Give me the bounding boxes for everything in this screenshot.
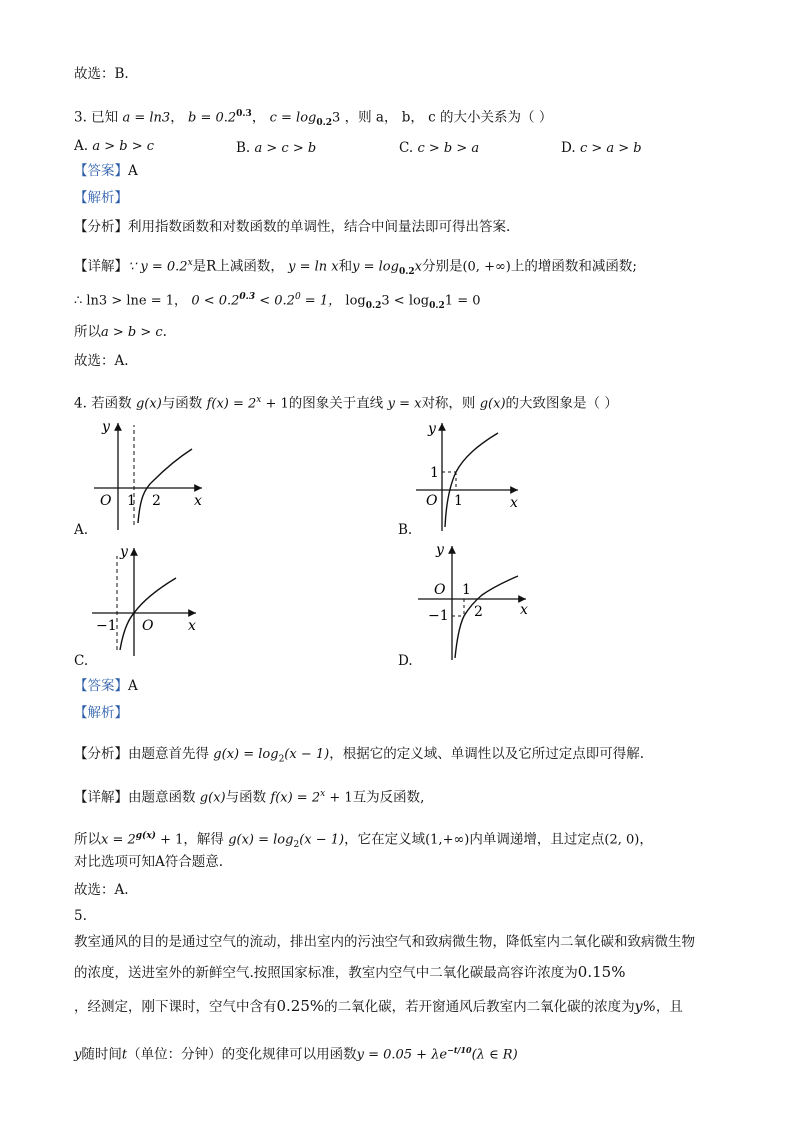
x-label: x xyxy=(520,602,528,618)
q4-tail: 的大致图象是（ ） xyxy=(505,395,618,412)
q3-detail-2 xyxy=(74,287,481,316)
q5-p4e: y = 0.05 + λe xyxy=(356,1047,448,1063)
q5-para-3 xyxy=(74,996,683,1017)
q4-figure-b-label: B. xyxy=(398,522,413,538)
q5-p3c: 的二氧化碳，若开窗通风后教室内二氧化碳的浓度为 xyxy=(324,999,635,1015)
q3-number: 3. 已知 xyxy=(74,109,119,126)
q4-d2i: ， xyxy=(639,831,653,848)
q4-d1e: 互为反函数, xyxy=(352,789,425,806)
x-label: x xyxy=(510,495,518,511)
q4-fenxi xyxy=(74,744,644,770)
q5-p4b: 随时间 xyxy=(81,1046,122,1063)
q3-option-a-expr: a > b > c xyxy=(92,139,155,154)
q3-d1a-exp: x xyxy=(187,258,193,268)
q3-option-c-label: C. xyxy=(399,140,414,156)
q4-mid3: 对称，则 xyxy=(421,395,476,412)
q3-detail-tag: 【详解】 xyxy=(74,258,128,275)
q4-d1b: g(x) xyxy=(199,790,226,806)
y-label: y xyxy=(102,419,110,435)
q4-fenxi-b-sub: 2 xyxy=(278,754,285,765)
q5-p2a: 的浓度，送进室外的新鲜空气.按照国家标准，教室内空气中二氧化碳最高容许浓度为 xyxy=(74,965,578,981)
y-label: y xyxy=(120,544,128,560)
q3-d2b: 0 < 0.2 xyxy=(191,293,240,309)
q3-fenxi-text: 利用指数函数和对数函数的单调性，结合中间量法即可得出答案. xyxy=(128,219,511,235)
q4-figure-c-label: C. xyxy=(74,653,89,669)
q4-mid: 与函数 xyxy=(161,395,203,412)
tick-x-1: 1 xyxy=(462,582,471,598)
y-label: y xyxy=(436,542,444,558)
q3-d1d: 和 xyxy=(338,258,353,275)
tick-x-2: 2 xyxy=(474,604,483,620)
q4-d2g: 内单调递增，且过定点 xyxy=(469,831,605,848)
q3-cond-b-exp: 0.3 xyxy=(236,109,252,119)
tick-2: 2 xyxy=(152,493,161,509)
q4-d2b: x = 2 xyxy=(101,832,136,848)
q4-figure-c xyxy=(90,540,210,660)
q4-stem xyxy=(74,390,618,415)
y-label: y xyxy=(428,421,436,437)
origin-label: O xyxy=(426,493,438,509)
q3-d2e-sub: 0.2 xyxy=(365,301,382,312)
q5-number: 5. xyxy=(74,908,87,924)
q4-detail-3: 对比选项可知A符合题意. xyxy=(74,854,224,870)
q4-fenxi-c: ，根据它的定义域、单调性以及它所过定点即可得解. xyxy=(329,746,644,762)
q4-analysis-tag: 【解析】 xyxy=(74,705,128,721)
q3-cond-b: b = 0.2 xyxy=(187,110,237,126)
q4-d2d-end: (x − 1) xyxy=(299,832,345,848)
q4-number: 4. 若函数 xyxy=(74,395,132,412)
q4-d2c: ，解得 xyxy=(183,831,224,848)
q5-para-4 xyxy=(74,1040,518,1066)
tick-y-1: 1 xyxy=(430,465,439,481)
q4-answer-tag: 【答案】 xyxy=(74,678,128,694)
q3-d1a: ∵ y = 0.2 xyxy=(128,259,188,275)
q3-cond-c-arg: 3 xyxy=(332,110,341,126)
q3-d2a: ∴ ln3 > lne = 1， xyxy=(74,293,188,309)
q3-d2e-end: 1 = 0 xyxy=(444,293,481,309)
q4-d1c: 与函数 xyxy=(225,789,267,806)
q3-fenxi xyxy=(74,217,510,237)
q4-f-end: + 1 xyxy=(261,396,289,412)
tick-1: 1 xyxy=(127,493,136,509)
q3-answer-tag: 【答案】 xyxy=(74,163,128,179)
q3-d1e-arg: x xyxy=(414,259,422,275)
curve xyxy=(138,449,192,523)
q3-d2c-exp: 0 xyxy=(294,292,301,302)
q3-conclusion: 故选：A. xyxy=(74,353,129,369)
q3-d1f: 分别是 xyxy=(421,258,463,275)
q3-d1g: (0, +∞) xyxy=(462,259,511,275)
q4-figure-a xyxy=(90,415,220,535)
q4-answer xyxy=(74,676,138,696)
q3-d2b-exp: 0.3 xyxy=(239,292,256,302)
q3-cond-a: a = ln3 xyxy=(122,110,171,126)
origin-label: O xyxy=(434,582,446,598)
q4-mid2: 的图象关于直线 xyxy=(288,395,384,412)
q4-d2b-end: + 1 xyxy=(155,832,184,848)
tick-neg-1: −1 xyxy=(96,618,117,634)
q3-answer-value: A xyxy=(128,163,138,179)
q2-conclusion: 故选：B. xyxy=(74,66,129,82)
q3-d2e-sub2: 0.2 xyxy=(429,301,445,312)
q3-d2d: = 1， xyxy=(300,293,342,309)
q3-cond-c: c = log xyxy=(269,110,317,126)
x-label: x xyxy=(194,493,202,509)
q5-p3e: ，且 xyxy=(655,999,683,1015)
q4-f: f(x) = 2 xyxy=(206,396,257,412)
q4-fenxi-tag: 【分析】 xyxy=(74,746,128,762)
q3-tail: ，则 a， b， c 的大小关系为（ ） xyxy=(344,109,553,126)
q3-answer xyxy=(74,161,138,181)
curve xyxy=(445,433,498,527)
tick-y-neg-1: −1 xyxy=(428,608,449,624)
q5-p4e-exp: −t/10 xyxy=(447,1045,472,1055)
q3-option-b xyxy=(236,138,316,159)
q4-g: g(x) xyxy=(135,396,162,412)
q4-d2h: (2, 0) xyxy=(604,832,640,848)
q3-d3b: a > b > c xyxy=(101,325,163,340)
q3-option-c xyxy=(399,138,479,159)
q3-d1e: y = log xyxy=(352,259,399,275)
q5-p4a: y xyxy=(74,1047,82,1063)
q3-option-d-label: D. xyxy=(561,140,576,156)
q3-d2c: < 0.2 xyxy=(255,293,295,309)
q4-d2f: (1,+∞) xyxy=(425,832,470,848)
q4-fenxi-a: 由题意首先得 xyxy=(128,746,209,762)
q3-d3c: . xyxy=(162,324,167,340)
q4-d2d: g(x) = log xyxy=(228,832,294,848)
q3-stem: 3. 已知 a = ln3， $b = 0.2^{0.3}$， $c = \log_{0.2}3$ ，则 a， b， c 的大小关系为（ ） xyxy=(74,109,553,129)
q5-p2b: 0.15% xyxy=(577,963,626,981)
q4-d1d: f(x) = 2 xyxy=(270,790,321,806)
q3-option-a xyxy=(74,136,154,157)
origin-label: O xyxy=(100,493,112,509)
x-label: x xyxy=(188,618,196,634)
q3-option-d xyxy=(561,138,642,159)
q5-p3b: 0.25% xyxy=(276,997,325,1015)
q5-p3d: y% xyxy=(634,999,656,1015)
q4-d1d-end: + 1 xyxy=(325,790,353,806)
q3-option-b-expr: a > c > b xyxy=(254,141,317,156)
q5-p3a: ，经测定，刚下课时，空气中含有 xyxy=(74,999,277,1015)
q4-detail-2 xyxy=(74,826,653,855)
q4-d2b-exp: g(x) xyxy=(135,831,156,841)
q4-d2d-sub: 2 xyxy=(293,840,300,851)
q3-d1c: y = ln x xyxy=(288,259,339,275)
q3-analysis-tag: 【解析】 xyxy=(74,190,128,206)
q4-d1d-exp: x xyxy=(320,789,326,799)
q4-g2: g(x) xyxy=(479,396,506,412)
q4-fenxi-b-end: (x − 1) xyxy=(284,747,330,762)
q4-d1a: 由题意函数 xyxy=(128,789,196,806)
curve xyxy=(120,578,176,650)
q4-fenxi-b: g(x) = log xyxy=(213,747,279,762)
q4-figure-d-label: D. xyxy=(398,653,413,669)
q4-d2e: ，它在定义域 xyxy=(344,831,426,848)
q3-option-b-label: B. xyxy=(236,140,251,156)
q3-d2e: log xyxy=(345,293,366,309)
q3-option-a-label: A. xyxy=(74,138,89,154)
q3-detail-1 xyxy=(74,253,637,282)
q5-para-2 xyxy=(74,962,625,983)
origin-label: O xyxy=(142,618,154,634)
q5-p4f: (λ ∈ R) xyxy=(471,1047,518,1063)
q4-d2a: 所以 xyxy=(74,831,101,848)
q4-f-exp: x xyxy=(256,395,262,405)
q4-figure-a-label: A. xyxy=(74,522,89,538)
q4-figure-b xyxy=(412,415,542,535)
q3-option-d-expr: c > a > b xyxy=(579,141,642,156)
q4-figure-d xyxy=(414,538,544,664)
q4-conclusion: 故选：A. xyxy=(74,882,129,898)
q5-p4d: （单位：分钟）的变化规律可以用函数 xyxy=(127,1046,357,1063)
q3-d3a: 所以 xyxy=(74,324,101,340)
q5-p4c: t xyxy=(121,1047,128,1063)
q4-line: y = x xyxy=(387,396,422,412)
q4-detail-tag: 【详解】 xyxy=(74,789,128,806)
q5-para-1: 教室通风的目的是通过空气的流动，排出室内的污浊空气和致病微生物，降低室内二氧化碳和致病微生物 xyxy=(74,934,695,950)
q3-d1h: 上的增函数和减函数; xyxy=(510,258,637,275)
q3-d2e-mid: 3 < log xyxy=(381,293,430,309)
q4-answer-value: A xyxy=(128,678,138,694)
tick-x-1: 1 xyxy=(454,493,463,509)
q3-d1b: 是R上减函数， xyxy=(192,258,284,275)
q4-detail-1 xyxy=(74,784,424,809)
q3-d1e-sub: 0.2 xyxy=(398,267,415,278)
q3-option-c-expr: c > b > a xyxy=(417,141,480,156)
q3-fenxi-tag: 【分析】 xyxy=(74,219,128,235)
q3-detail-3 xyxy=(74,322,167,343)
q3-cond-c-sub: 0.2 xyxy=(316,118,333,129)
